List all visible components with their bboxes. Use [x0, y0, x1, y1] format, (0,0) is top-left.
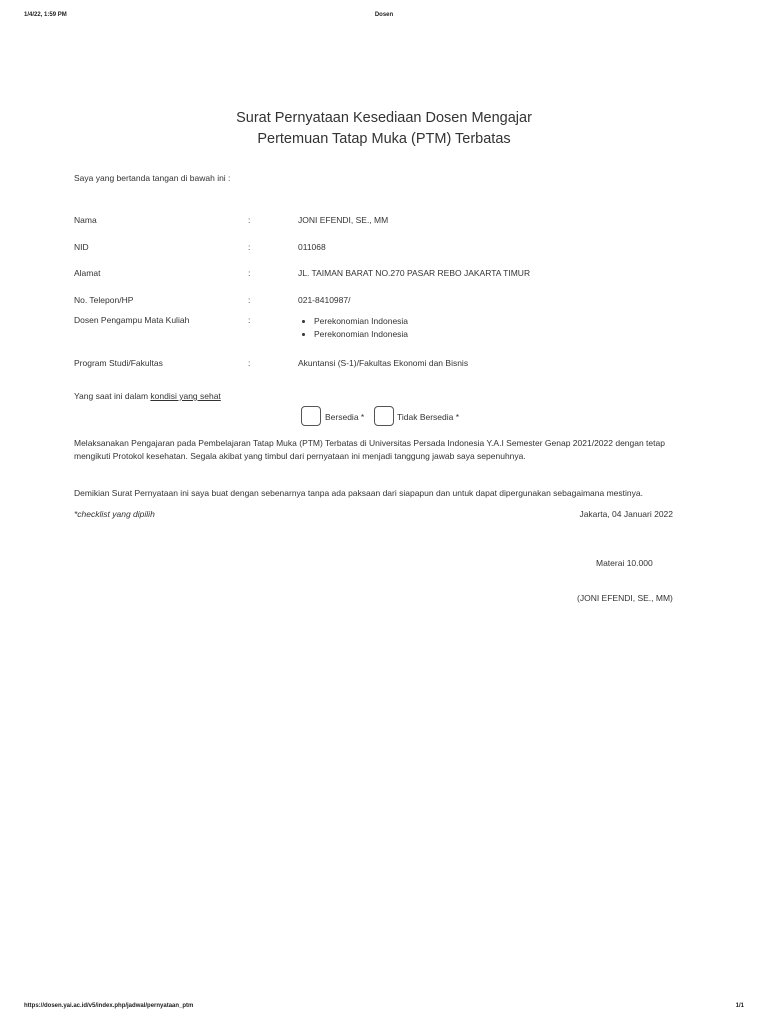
list-item: • Perekonomian Indonesia: [314, 328, 408, 341]
field-separator: :: [248, 295, 251, 305]
document-title-line2: Pertemuan Tatap Muka (PTM) Terbatas: [257, 131, 511, 147]
print-page-count: 1/1: [735, 1003, 744, 1009]
field-label: No. Telepon/HP: [74, 295, 134, 305]
health-underlined: kondisi yang sehat: [150, 391, 221, 401]
signer-name: (JONI EFENDI, SE., MM): [577, 593, 673, 603]
field-label: Alamat: [74, 268, 101, 278]
bersedia-label[interactable]: Bersedia *: [325, 412, 365, 422]
health-statement: [74, 391, 221, 401]
tidak-bersedia-checkbox[interactable]: [374, 406, 394, 426]
health-prefix: Yang saat ini dalam: [74, 391, 151, 401]
field-separator: :: [248, 358, 251, 368]
field-label: NID: [74, 242, 89, 252]
field-label: Nama: [74, 215, 97, 225]
field-label: Program Studi/Fakultas: [74, 358, 163, 368]
statement-paragraph: Melaksanakan Pengajaran pada Pembelajaran Tatap Muka (PTM) Terbatas di Universitas Persada Indonesia Y.A.I Semester Genap 2021/2022 dengan tetap mengikuti Protokol kesehatan. Segala akibat yang timbul dari pernyataan ini menjadi tanggung jawab saya sepenuhnya.: [74, 438, 665, 461]
list-item: • Perekonomian Indonesia: [314, 315, 408, 328]
document-title: [0, 108, 768, 150]
city-date: Jakarta, 04 Januari 2022: [579, 509, 673, 519]
print-datetime: 1/4/22, 1:59 PM: [24, 12, 67, 18]
field-separator: :: [248, 215, 251, 225]
print-url: https://dosen.yai.ac.id/v5/index.php/jadwal/pernyataan_ptm: [24, 1003, 194, 1009]
bersedia-checkbox[interactable]: [301, 406, 321, 426]
field-value-telepon: 021-8410987/: [298, 295, 351, 305]
field-value-nama: JONI EFENDI, SE., MM: [298, 215, 389, 225]
intro-text: Saya yang bertanda tangan di bawah ini :: [74, 173, 231, 183]
field-value-nid: 011068: [298, 242, 326, 252]
course-list: [298, 315, 408, 341]
field-separator: :: [248, 242, 251, 252]
print-page-title: Dosen: [374, 12, 394, 18]
document-title-line1: Surat Pernyataan Kesediaan Dosen Mengajar: [236, 110, 532, 126]
field-separator: :: [248, 315, 251, 325]
tidak-bersedia-label[interactable]: Tidak Bersedia *: [397, 412, 460, 422]
field-label: Dosen Pengampu Mata Kuliah: [74, 315, 190, 325]
field-value-alamat: JL. TAIMAN BARAT NO.270 PASAR REBO JAKARTA TIMUR: [298, 268, 531, 278]
field-value-prodi: Akuntansi (S-1)/Fakultas Ekonomi dan Bisnis: [298, 358, 469, 368]
field-separator: :: [248, 268, 251, 278]
closing-paragraph: Demikian Surat Pernyataan ini saya buat dengan sebenarnya tanpa ada paksaan dari siapapun dan untuk dapat dipergunakan sebagaimana mestinya.: [74, 488, 643, 498]
materai-text: Materai 10.000: [596, 558, 653, 568]
checklist-note: *checklist yang dipilih: [74, 509, 155, 519]
